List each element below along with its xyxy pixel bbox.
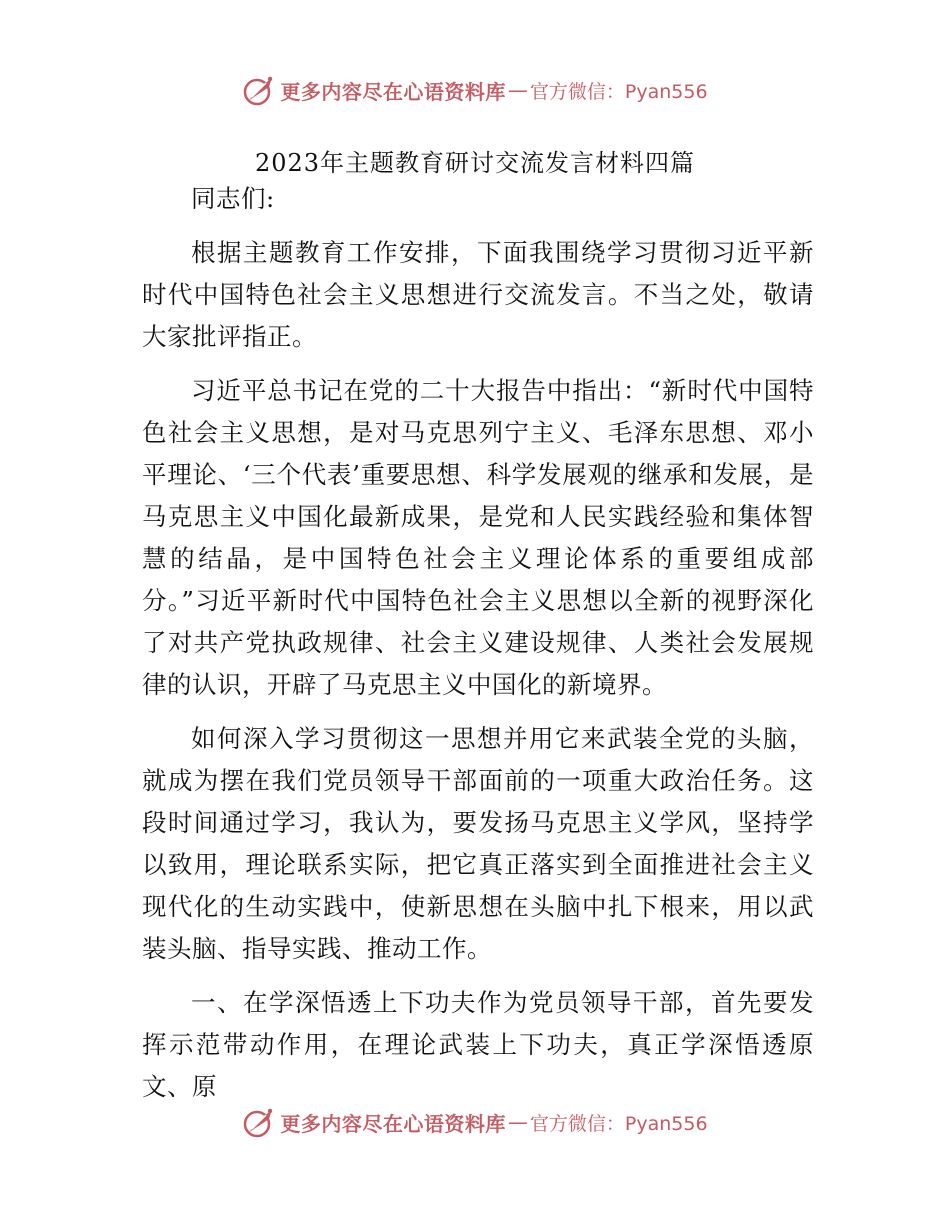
banner-separator: —: [507, 78, 528, 102]
footer-banner: [0, 1102, 950, 1142]
paragraph-1: 根据主题教育工作安排，下面我围绕学习贯彻习近平新时代中国特色社会主义思想进行交流发言。不当之处，敬请大家批评指正。: [142, 238, 814, 351]
salutation: 同志们:: [191, 184, 275, 213]
banner-wechat-text: 官方微信：Pyan556: [529, 1112, 708, 1135]
document-title: 2023年主题教育研讨交流发言材料四篇: [254, 149, 696, 177]
banner-separator: —: [507, 1110, 528, 1134]
banner-promo-text: 更多内容尽在心语资料库: [280, 79, 506, 104]
paragraph-3: 如何深入学习贯彻这一思想并用它来武装全党的头脑，就成为摆在我们党员领导干部面前的一项重大政治任务。这段时间通过学习，我认为，要发扬马克思主义学风，坚持学以致用，理论联系实际，把它真正落实到全面推进社会主义现代化的生动实践中，使新思想在头脑中扎下根来，用以武装头脑、指导实践、推动工作。: [142, 724, 814, 963]
banner-promo-text: 更多内容尽在心语资料库: [280, 1111, 506, 1136]
quill-pen-logo-icon: [242, 73, 276, 107]
paragraph-4: 一、在学深悟透上下功夫作为党员领导干部，首先要发挥示范带动作用，在理论武装上下功夫，真正学深悟透原文、原: [142, 988, 814, 1101]
banner-wechat-text: 官方微信：Pyan556: [529, 80, 708, 103]
header-banner: [0, 70, 950, 110]
document-body: [142, 178, 814, 1120]
quill-pen-logo-icon: [242, 1105, 276, 1139]
paragraph-2: 习近平总书记在党的二十大报告中指出：“新时代中国特色社会主义思想，是对马克思列宁主义、毛泽东思想、邓小平理论、‘三个代表’重要思想、科学发展观的继承和发展，是马克思主义中国化最新成果，是党和人民实践经验和集体智慧的结晶，是中国特色社会主义理论体系的重要组成部分。”习近平新时代中国特色社会主义思想以全新的视野深化了对共产党执政规律、社会主义建设规律、人类社会发展规律的认识，开辟了马克思主义中国化的新境界。: [142, 376, 814, 699]
